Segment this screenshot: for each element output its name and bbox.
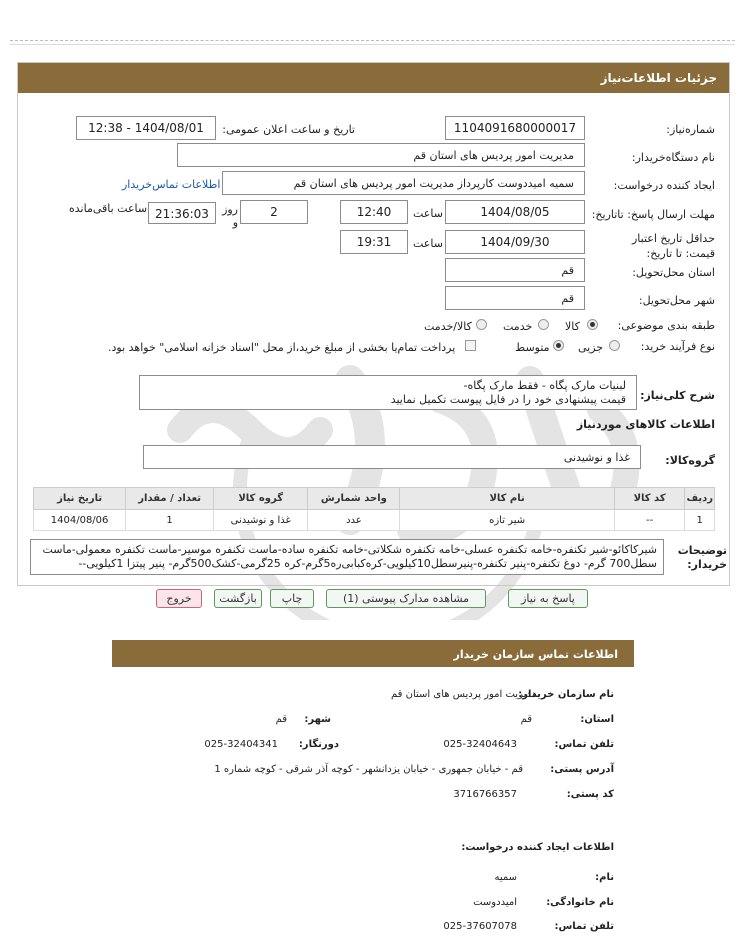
- buyer-contact-link[interactable]: اطلاعات تماس‌خریدار: [122, 178, 221, 191]
- creator-name-label: نام:: [595, 872, 614, 883]
- treasury-checkbox[interactable]: [465, 340, 476, 351]
- contact-fax-value: 025-32404341: [204, 739, 278, 750]
- description-line-1: لبنیات مارک پگاه - فقط مارک پگاه-: [463, 379, 626, 392]
- purchase-radio-medium[interactable]: [553, 340, 564, 351]
- contact-org-value: مدیریت امور پردیس های استان قم: [391, 689, 537, 700]
- deadline-days: 2: [240, 200, 308, 224]
- contact-fax-label: دورنگار:: [298, 739, 339, 750]
- section-header: جزئیات اطلاعات‌نیاز: [18, 63, 729, 93]
- city-value: قم: [445, 286, 585, 310]
- contact-phone-value: 025-32404643: [443, 739, 517, 750]
- category-radio-both[interactable]: [476, 319, 487, 330]
- contact-org-label: نام سازمان خریدار:: [518, 689, 614, 700]
- creator-name-value: سمیه: [494, 872, 517, 883]
- creator-phone-value: 025-37607078: [443, 921, 517, 932]
- top-divider: [10, 40, 735, 41]
- contact-phone-label: تلفن تماس:: [554, 739, 614, 750]
- category-radio-service[interactable]: [538, 319, 549, 330]
- cell-group: غذا و نوشیدنی: [214, 510, 308, 531]
- remaining-label: ساعت باقی‌مانده: [69, 202, 148, 215]
- requester-value: سمیه امیددوست کارپرداز مدیریت امور پردیس های استان قم: [222, 171, 585, 195]
- creator-family-value: امیددوست: [473, 897, 517, 908]
- contact-postal-label: کد پستی:: [566, 789, 614, 800]
- category-option-goods: کالا: [565, 320, 580, 333]
- cell-name: شیر تازه: [400, 510, 614, 531]
- deadline-time: 12:40: [340, 200, 408, 224]
- creator-phone-label: تلفن تماس:: [554, 921, 614, 932]
- col-name: نام کالا: [400, 488, 614, 510]
- validity-time: 19:31: [340, 230, 408, 254]
- requester-label: ایجاد کننده درخواست:: [613, 179, 715, 192]
- table-header-row: [34, 488, 715, 510]
- buyer-notes-label: توضیحات خریدار:: [677, 544, 727, 571]
- col-unit: واحد شمارش: [308, 488, 400, 510]
- goods-table: [33, 487, 715, 531]
- cell-code: --: [614, 510, 685, 531]
- contact-address-label: آدرس پستی:: [550, 764, 614, 775]
- validity-label: حداقل تاریخ اعتبار قیمت: تا تاریخ:: [631, 232, 715, 260]
- category-label: طبقه بندی موضوعی:: [617, 319, 715, 332]
- cell-unit: عدد: [308, 510, 400, 531]
- col-group: گروه کالا: [214, 488, 308, 510]
- deadline-label: مهلت ارسال پاسخ: تاتاریخ:: [591, 208, 715, 221]
- purchase-type-label: نوع فرآیند خرید:: [640, 340, 715, 353]
- back-button[interactable]: بازگشت: [214, 589, 262, 608]
- goods-group-value: غذا و نوشیدنی: [143, 445, 641, 469]
- col-code: کد کالا: [614, 488, 685, 510]
- purchase-option-medium: متوسط: [515, 341, 550, 354]
- description-label: شرح کلی‌نیاز:: [640, 389, 715, 402]
- remaining-time: 21:36:03: [148, 202, 216, 224]
- deadline-date: 1404/08/05: [445, 200, 585, 224]
- contact-header: اطلاعات تماس سازمان خریدار: [112, 640, 634, 667]
- buyer-notes-box: [30, 539, 664, 575]
- category-radio-goods[interactable]: [587, 319, 598, 330]
- exit-button[interactable]: خروج: [156, 589, 202, 608]
- purchase-option-minor: جزیی: [578, 341, 604, 354]
- announce-label: تاریخ و ساعت اعلان عمومی:: [222, 123, 355, 136]
- category-option-service: خدمت: [503, 320, 533, 333]
- buyer-org-value: مدیریت امور پردیس های استان قم: [177, 143, 585, 167]
- need-number-value: 1104091680000017: [445, 116, 585, 140]
- contact-address-value: قم - خیابان جمهوری - خیابان یزدانشهر - کوچه آذر شرقی - کوچه شماره 1: [214, 764, 523, 775]
- buyer-org-label: نام دستگاه‌خریدار:: [631, 151, 715, 164]
- city-label: شهر محل‌تحویل:: [638, 294, 715, 307]
- creator-family-label: نام خانوادگی:: [546, 897, 614, 908]
- deadline-days-label: روز و: [222, 203, 238, 229]
- cell-row: 1: [685, 510, 715, 531]
- table-row: [34, 510, 715, 531]
- goods-group-label: گروه‌کالا:: [665, 454, 715, 467]
- buyer-notes-line-2: سطل700 گرم- دوغ تکنفره-پنیر تکنفره-پنیرسطل10کیلویی-کره‌کبابی‌ره5گرم-کره 25گرمی-کشک500گرم- پنیر پیتزا 1کیلویی--: [78, 557, 657, 570]
- category-option-both: کالا/خدمت: [424, 320, 472, 333]
- purchase-radio-minor[interactable]: [609, 340, 620, 351]
- top-divider-2: [10, 44, 735, 45]
- col-qty: تعداد / مقدار: [126, 488, 214, 510]
- validity-time-label: ساعت: [413, 237, 443, 250]
- creator-title: اطلاعات ایجاد کننده درخواست:: [461, 842, 614, 853]
- province-value: قم: [445, 258, 585, 282]
- cell-qty: 1: [126, 510, 214, 531]
- cell-date: 1404/08/06: [34, 510, 126, 531]
- col-date: تاریخ نیاز: [34, 488, 126, 510]
- reply-button[interactable]: پاسخ به نیاز: [508, 589, 588, 608]
- description-box: [139, 375, 637, 410]
- need-number-label: شماره‌نیاز:: [666, 123, 715, 136]
- description-line-2: قیمت پیشنهادی خود را در فایل پیوست تکمیل نمایید: [390, 393, 626, 406]
- contact-province-label: استان:: [580, 714, 614, 725]
- goods-info-title: اطلاعات کالاهای موردنیاز: [576, 418, 715, 431]
- contact-province-value: قم: [520, 714, 532, 725]
- province-label: استان محل‌تحویل:: [632, 266, 715, 279]
- buyer-notes-line-1: شیرکاکائو-شیر تکنفره-خامه تکنفره عسلی-خامه تکنفره شکلاتی-خامه تکنفره ساده-ماست تکنفره موسیر-ماست تکنفره معمولی-ماست: [42, 543, 657, 556]
- announce-value: 1404/08/01 - 12:38: [76, 116, 216, 140]
- contact-city-value: قم: [275, 714, 287, 725]
- treasury-note: پرداخت تمام‌یا بخشی از مبلغ خرید،از محل "اسناد خزانه اسلامی" خواهد بود.: [108, 341, 456, 354]
- print-button[interactable]: چاپ: [270, 589, 314, 608]
- contact-city-label: شهر:: [304, 714, 331, 725]
- deadline-time-label: ساعت: [413, 207, 443, 220]
- contact-postal-value: 3716766357: [453, 789, 517, 800]
- col-row: ردیف: [685, 488, 715, 510]
- validity-date: 1404/09/30: [445, 230, 585, 254]
- attachments-button[interactable]: مشاهده مدارک پیوستی (1): [326, 589, 486, 608]
